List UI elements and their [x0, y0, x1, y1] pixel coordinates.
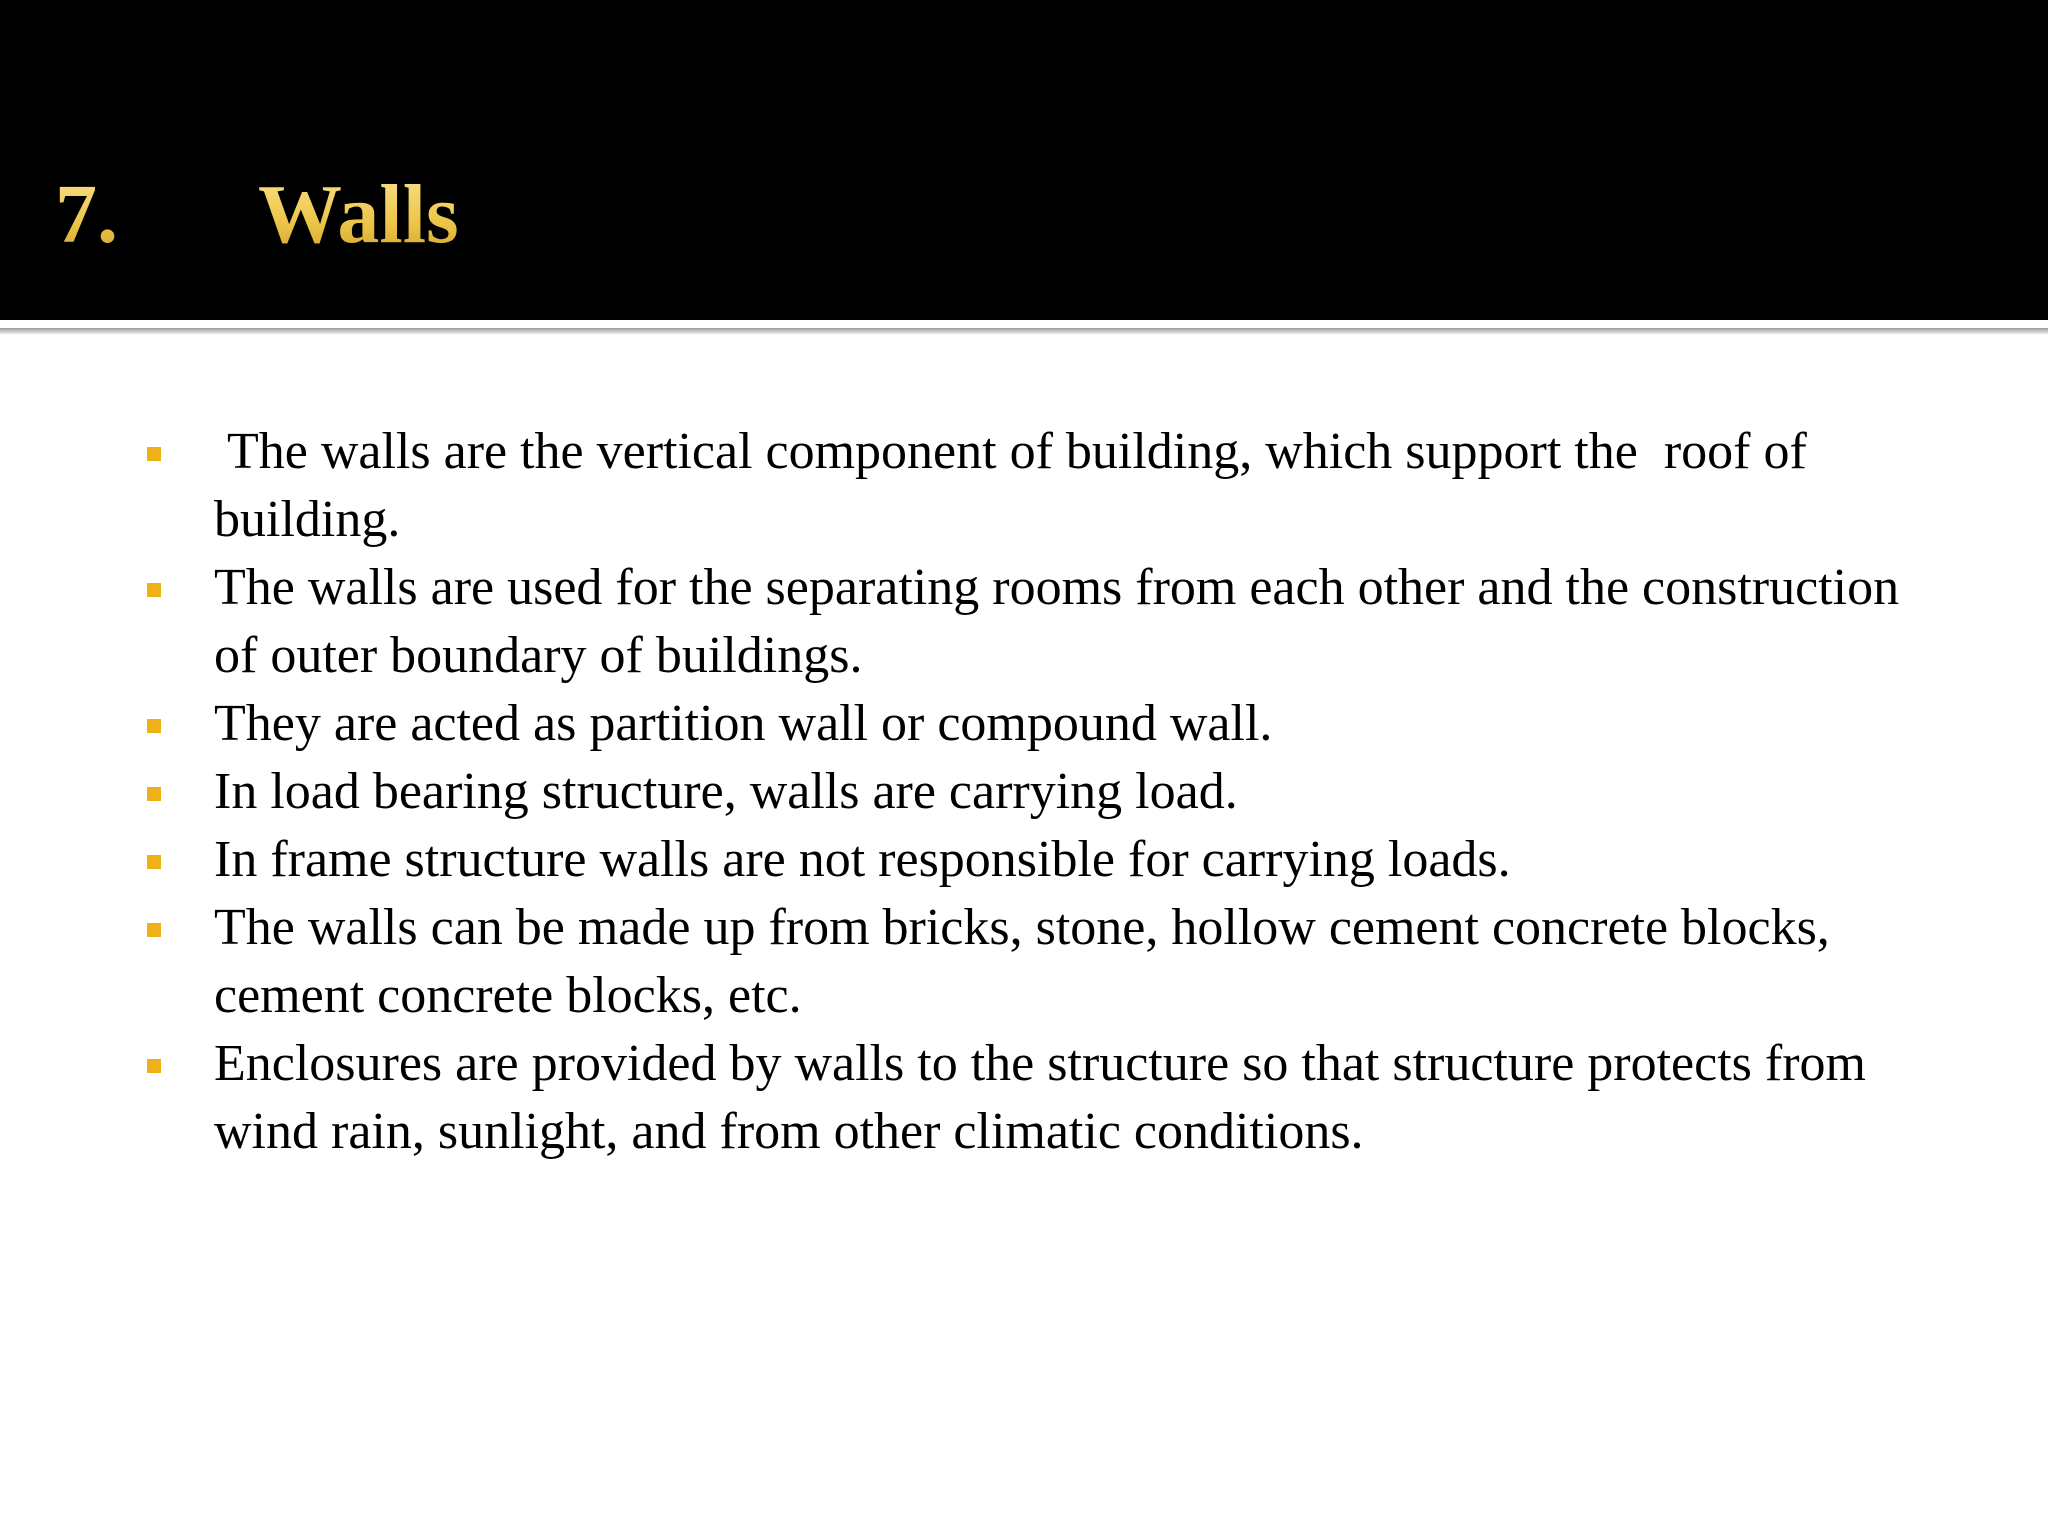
square-bullet-icon [147, 583, 161, 597]
bullet-item [140, 894, 1920, 1030]
square-bullet-icon [147, 923, 161, 937]
title-bar [0, 0, 2048, 320]
header-divider-light [0, 320, 2048, 328]
bullet-text: In load bearing structure, walls are carrying load. [214, 763, 1238, 820]
square-bullet-icon [147, 719, 161, 733]
title-number: 7. [55, 168, 118, 261]
bullet-list [140, 418, 1920, 1166]
bullet-text: The walls can be made up from bricks, stone, hollow cement concrete blocks, cement concrete blocks, etc. [214, 899, 1830, 1024]
bullet-item [140, 690, 1920, 758]
bullet-item [140, 826, 1920, 894]
square-bullet-icon [147, 855, 161, 869]
slide-body [140, 418, 1920, 1166]
bullet-item [140, 554, 1920, 690]
bullet-text: The walls are used for the separating rooms from each other and the construction of outer boundary of buildings. [214, 559, 1900, 684]
bullet-text: They are acted as partition wall or compound wall. [214, 695, 1273, 752]
square-bullet-icon [147, 1059, 161, 1073]
square-bullet-icon [147, 787, 161, 801]
bullet-item [140, 1030, 1920, 1166]
bullet-text: Enclosures are provided by walls to the structure so that structure protects from wind rain, sunlight, and from other climatic conditions. [214, 1035, 1866, 1160]
bullet-item [140, 758, 1920, 826]
header-divider-shadow [0, 328, 2048, 334]
bullet-item [140, 418, 1920, 554]
square-bullet-icon [147, 447, 161, 461]
title-text: Walls [258, 168, 459, 261]
slide-title [55, 160, 459, 270]
bullet-text: The walls are the vertical component of building, which support the roof of building. [214, 423, 1807, 548]
bullet-text: In frame structure walls are not responsible for carrying loads. [214, 831, 1511, 888]
